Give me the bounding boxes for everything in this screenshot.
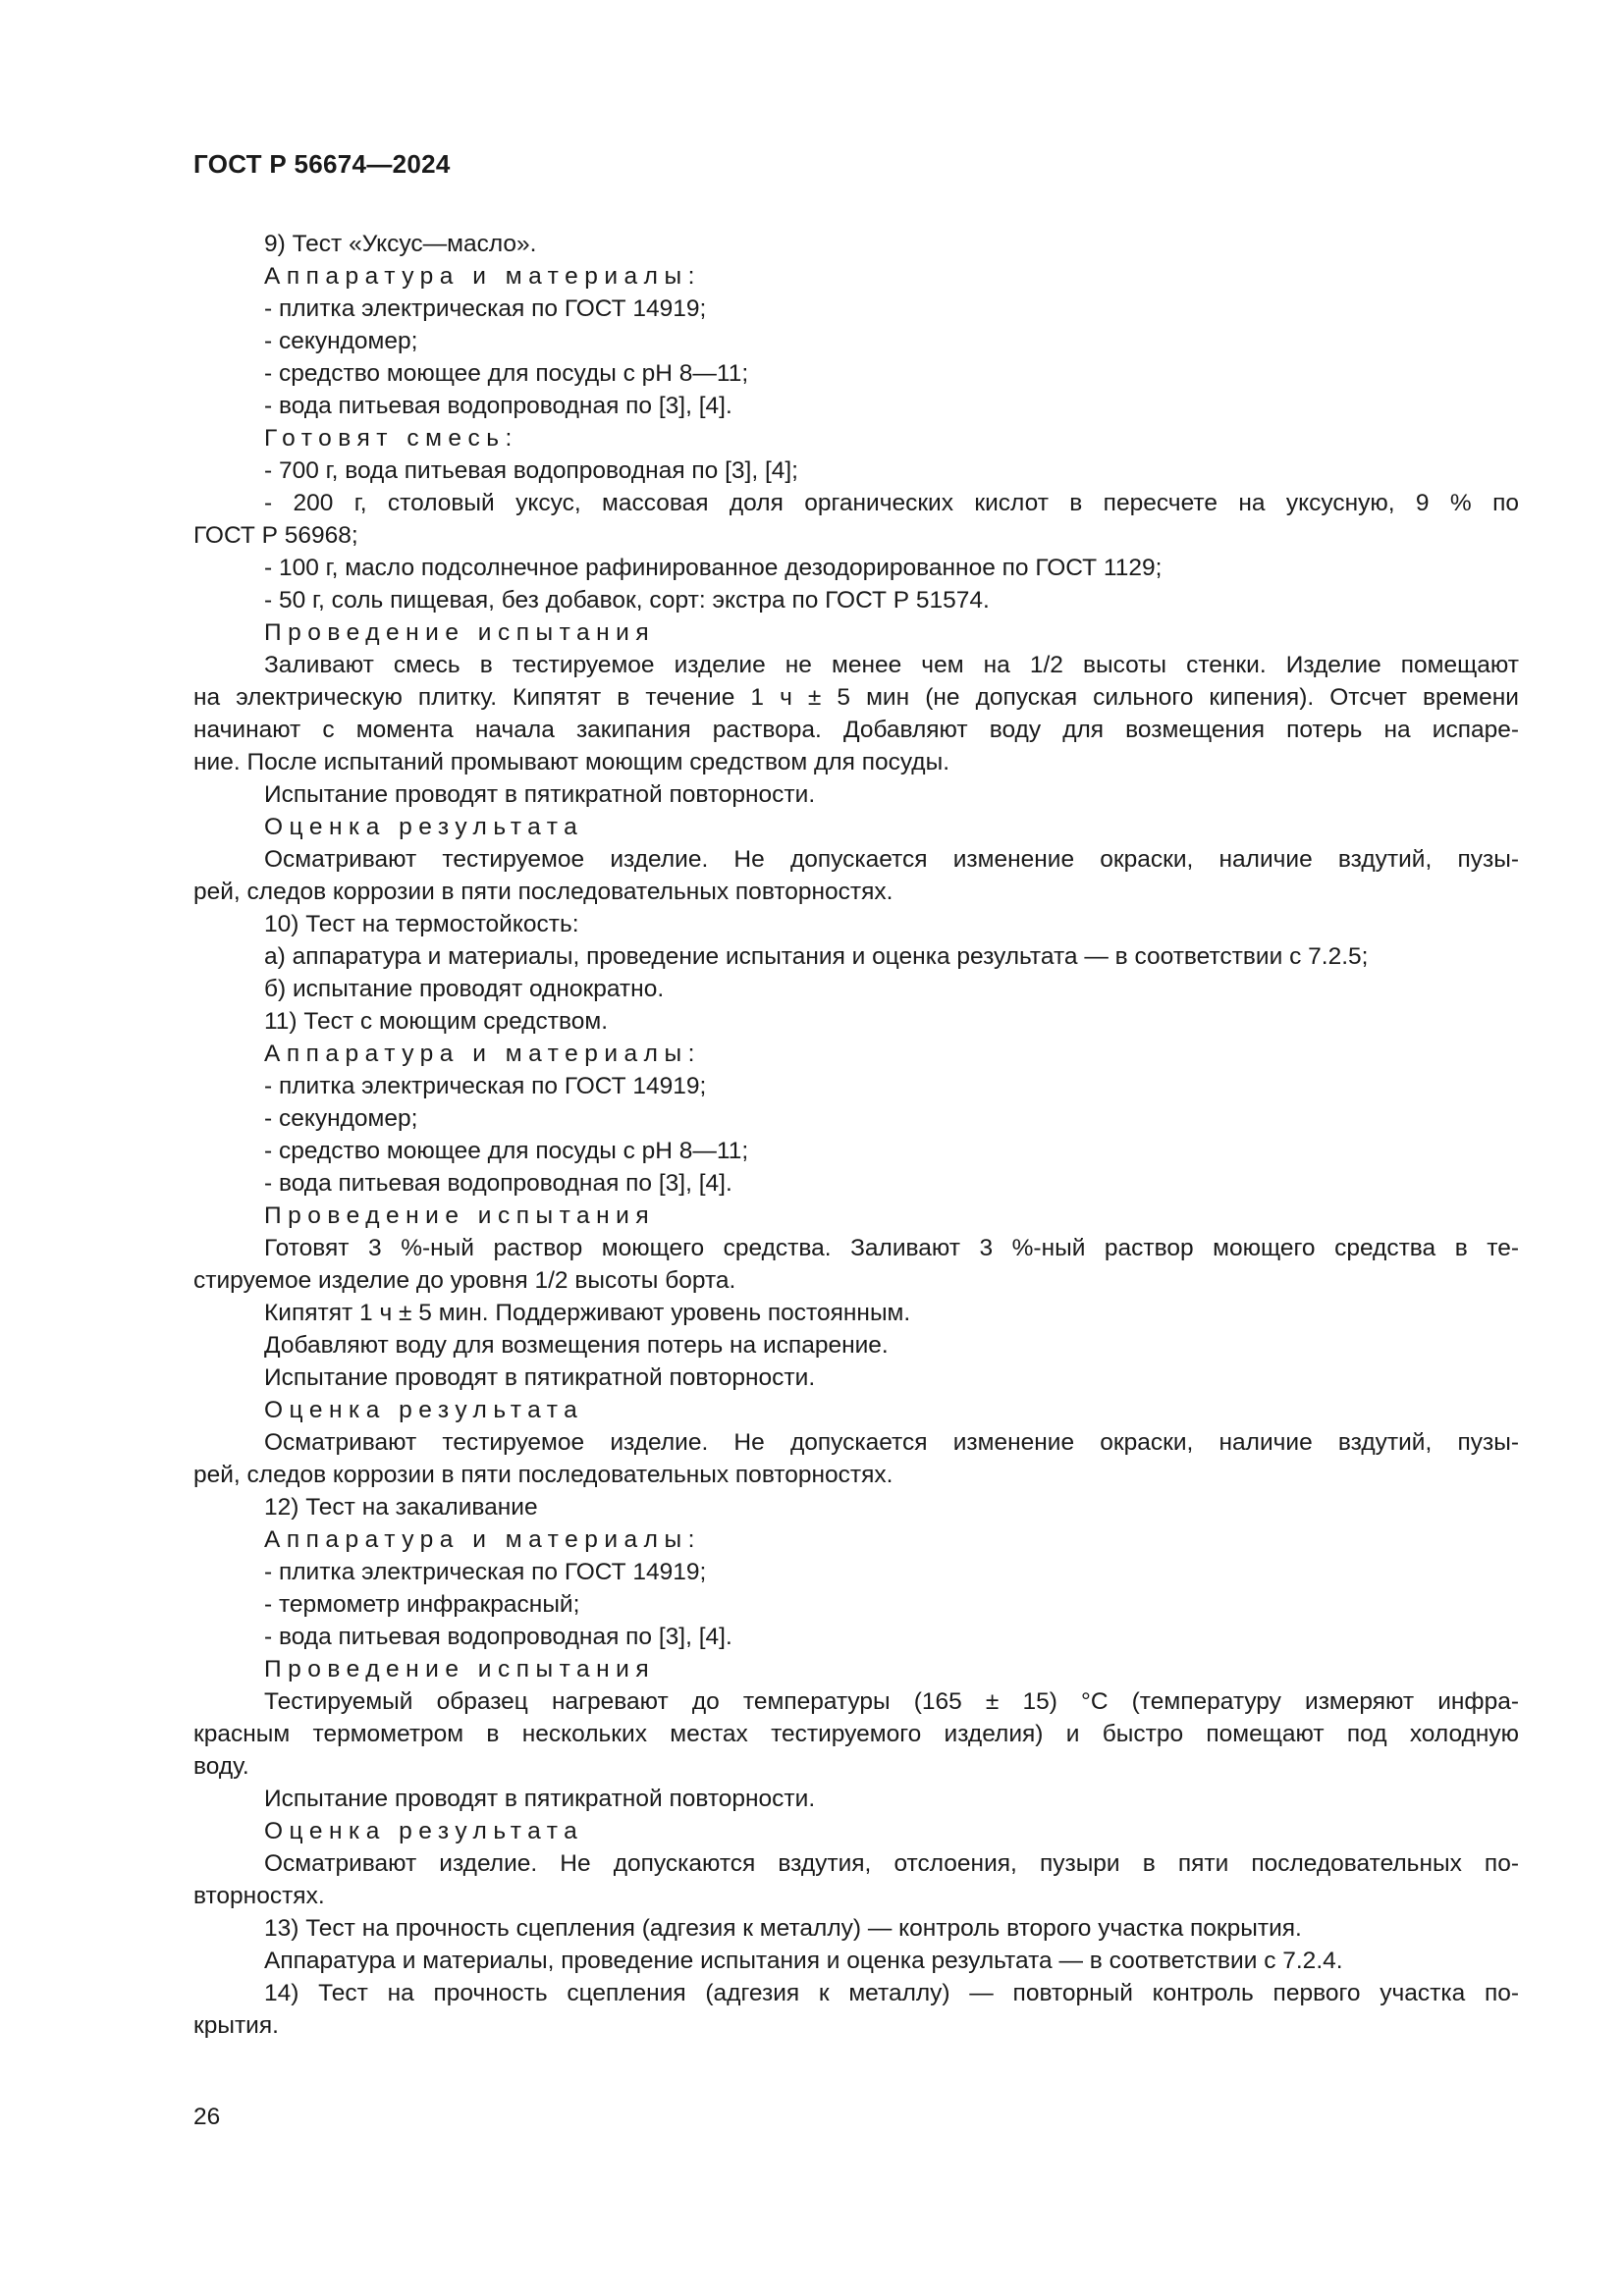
text-line: 10) Тест на термостойкость: <box>264 911 579 937</box>
text-line: - вода питьевая водопроводная по [3], [4]. <box>264 1170 732 1197</box>
section-heading: Проведение испытания <box>264 619 656 646</box>
text-line: Осматривают изделие. Не допускаются вздутия, отслоения, пузыри в пяти последовательных по- <box>264 1850 1519 1877</box>
section-heading: Аппаратура и материалы: <box>264 263 701 290</box>
text-line: - термометр инфракрасный; <box>264 1591 580 1618</box>
section-heading: Оценка результата <box>264 814 584 840</box>
text-line: Кипятят 1 ч ± 5 мин. Поддерживают уровень постоянным. <box>264 1300 911 1326</box>
text-line: крытия. <box>193 2012 279 2039</box>
text-line: стируемое изделие до уровня 1/2 высоты борта. <box>193 1267 736 1294</box>
text-line: рей, следов коррозии в пяти последовательных повторностях. <box>193 879 893 905</box>
text-line: а) аппаратура и материалы, проведение испытания и оценка результата — в соответствии с 7.2.5; <box>264 943 1369 970</box>
section-heading: Проведение испытания <box>264 1202 656 1229</box>
text-line: - секундомер; <box>264 328 418 354</box>
text-line: б) испытание проводят однократно. <box>264 976 665 1002</box>
text-line: Испытание проводят в пятикратной повторности. <box>264 781 816 808</box>
text-line: 11) Тест с моющим средством. <box>264 1008 609 1035</box>
text-line: - 700 г, вода питьевая водопроводная по [3], [4]; <box>264 457 798 484</box>
text-line: - 200 г, столовый уксус, массовая доля органических кислот в пересчете на уксусную, 9 % по <box>264 490 1519 516</box>
standard-designation: ГОСТ Р 56674—2024 <box>193 149 451 179</box>
text-line: 9) Тест «Уксус—масло». <box>264 231 537 257</box>
body-text <box>193 228 1519 2042</box>
page-number: 26 <box>193 2104 221 2130</box>
section-heading: Аппаратура и материалы: <box>264 1526 701 1553</box>
text-line: Заливают смесь в тестируемое изделие не менее чем на 1/2 высоты стенки. Изделие помещают <box>264 652 1519 678</box>
text-line: Осматривают тестируемое изделие. Не допускается изменение окраски, наличие вздутий, пузы- <box>264 846 1519 873</box>
text-line: 12) Тест на закаливание <box>264 1494 538 1521</box>
text-line: ГОСТ Р 56968; <box>193 522 358 549</box>
text-line: Тестируемый образец нагревают до температуры (165 ± 15) °С (температуру измеряют инфра- <box>264 1688 1519 1715</box>
text-line: Испытание проводят в пятикратной повторности. <box>264 1786 816 1812</box>
section-heading: Оценка результата <box>264 1397 584 1423</box>
section-heading: Аппаратура и материалы: <box>264 1041 701 1067</box>
text-line: Осматривают тестируемое изделие. Не допускается изменение окраски, наличие вздутий, пузы- <box>264 1429 1519 1456</box>
text-line: ние. После испытаний промывают моющим средством для посуды. <box>193 749 950 775</box>
text-line: красным термометром в нескольких местах тестируемого изделия) и быстро помещают под холодную <box>193 1721 1519 1747</box>
text-line: - плитка электрическая по ГОСТ 14919; <box>264 1073 707 1099</box>
text-line: - 100 г, масло подсолнечное рафинированное дезодорированное по ГОСТ 1129; <box>264 555 1163 581</box>
text-line: - вода питьевая водопроводная по [3], [4]. <box>264 393 732 419</box>
text-line: - вода питьевая водопроводная по [3], [4]. <box>264 1624 732 1650</box>
text-line: - 50 г, соль пищевая, без добавок, сорт: экстра по ГОСТ Р 51574. <box>264 587 990 614</box>
text-line: 13) Тест на прочность сцепления (адгезия к металлу) — контроль второго участка покрытия. <box>264 1915 1302 1942</box>
text-line: - средство моющее для посуды с pH 8—11; <box>264 360 749 387</box>
text-line: - секундомер; <box>264 1105 418 1132</box>
text-line: 14) Тест на прочность сцепления (адгезия к металлу) — повторный контроль первого участка по- <box>264 1980 1519 2006</box>
text-line: Аппаратура и материалы, проведение испытания и оценка результата — в соответствии с 7.2.4. <box>264 1948 1343 1974</box>
text-line: на электрическую плитку. Кипятят в течение 1 ч ± 5 мин (не допуская сильного кипения). Отсчет времени <box>193 684 1519 711</box>
text-line: вторностях. <box>193 1883 325 1909</box>
text-line: - средство моющее для посуды с pH 8—11; <box>264 1138 749 1164</box>
text-line: - плитка электрическая по ГОСТ 14919; <box>264 1559 707 1585</box>
section-heading: Проведение испытания <box>264 1656 656 1682</box>
text-line: Испытание проводят в пятикратной повторности. <box>264 1364 816 1391</box>
text-line: Готовят 3 %-ный раствор моющего средства. Заливают 3 %-ный раствор моющего средства в те- <box>264 1235 1519 1261</box>
text-line: рей, следов коррозии в пяти последовательных повторностях. <box>193 1462 893 1488</box>
section-heading: Оценка результата <box>264 1818 584 1844</box>
text-line: начинают с момента начала закипания раствора. Добавляют воду для возмещения потерь на испаре- <box>193 717 1519 743</box>
text-line: Добавляют воду для возмещения потерь на испарение. <box>264 1332 889 1359</box>
section-heading: Готовят смесь: <box>264 425 518 452</box>
text-line: - плитка электрическая по ГОСТ 14919; <box>264 295 707 322</box>
text-line: воду. <box>193 1753 249 1780</box>
